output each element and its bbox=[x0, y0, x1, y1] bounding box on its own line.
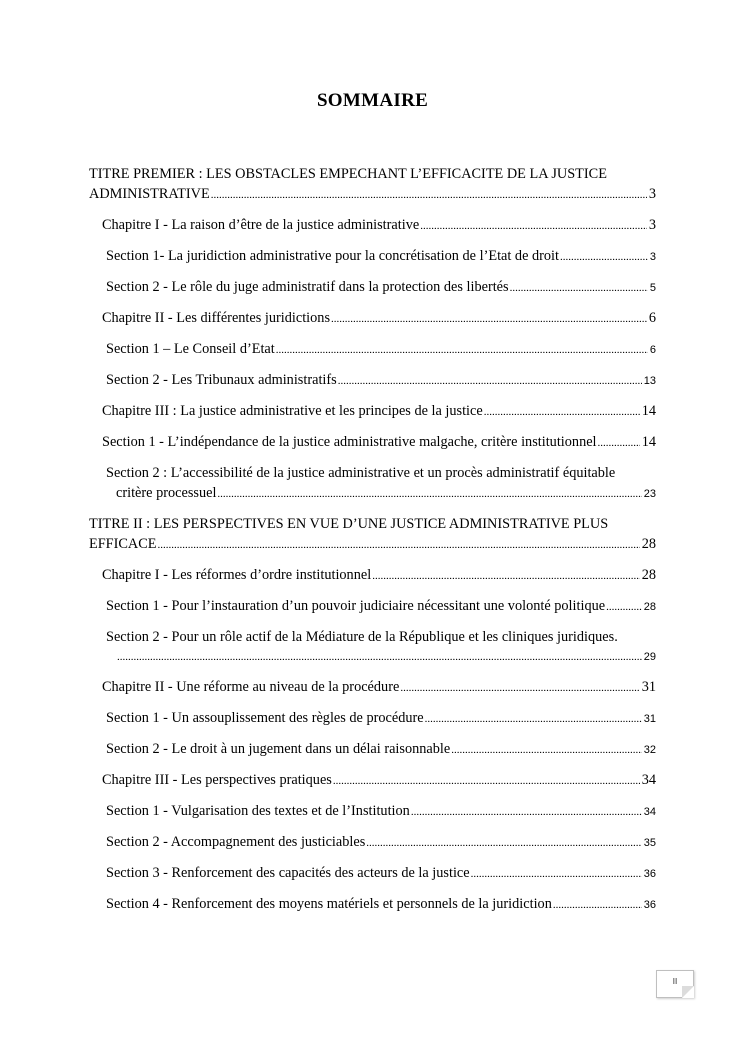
toc-entry-section[interactable] bbox=[89, 894, 656, 915]
toc-entry-text: Section 1 - L’indépendance de la justice administrative malgache, critère institutionnel bbox=[102, 434, 597, 450]
toc-entry-text: Chapitre I - Les réformes d’ordre institutionnel bbox=[102, 567, 372, 583]
toc-entry-text: Section 4 - Renforcement des moyens matériels et personnels de la juridiction bbox=[106, 896, 552, 912]
toc-entry-line1: Section 2 : L’accessibilité de la justice administrative et un procès administratif équitable bbox=[106, 465, 616, 481]
toc-entry-text: Chapitre II - Les différentes juridictions bbox=[102, 310, 331, 326]
toc-entry-section[interactable] bbox=[89, 277, 656, 298]
toc-entry-section[interactable] bbox=[89, 832, 656, 853]
toc-entry-text: critère processuel bbox=[116, 485, 217, 501]
toc-entry-section[interactable] bbox=[89, 246, 656, 267]
toc-entry-section[interactable] bbox=[89, 739, 656, 760]
toc-entry-page: 31 bbox=[643, 713, 656, 725]
toc-entry-text: Section 2 - Le rôle du juge administratif dans la protection des libertés bbox=[106, 279, 509, 295]
toc-entry-page: 36 bbox=[643, 899, 656, 911]
toc-entry-section[interactable] bbox=[89, 370, 656, 391]
toc-entry-page: 31 bbox=[641, 679, 656, 695]
toc-entry-chapitre[interactable] bbox=[89, 308, 656, 329]
toc-entry-text: Section 3 - Renforcement des capacités des acteurs de la justice bbox=[106, 865, 470, 881]
toc-entry-chapitre[interactable] bbox=[89, 215, 656, 236]
toc-entry-page: 23 bbox=[643, 488, 656, 500]
toc-entry-section[interactable] bbox=[89, 596, 656, 617]
toc-entry-page: 6 bbox=[648, 310, 656, 326]
toc-entry-text: Chapitre II - Une réforme au niveau de la procédure bbox=[102, 679, 400, 695]
toc-entry-page: 3 bbox=[648, 217, 656, 233]
toc-entry-chapitre[interactable] bbox=[89, 401, 656, 422]
toc-entry-page: 29 bbox=[643, 651, 656, 663]
toc-entry-chapitre[interactable] bbox=[89, 770, 656, 791]
toc-entry-text: Section 2 - Accompagnement des justiciables bbox=[106, 834, 366, 850]
toc-entry-text: Section 1 - Pour l’instauration d’un pouvoir judiciaire nécessitant une volonté politique bbox=[106, 598, 606, 614]
toc-entry-page: 35 bbox=[643, 837, 656, 849]
toc-entry-text: Section 1 - Vulgarisation des textes et de l’Institution bbox=[106, 803, 410, 819]
toc-entry-section[interactable] bbox=[89, 463, 656, 504]
toc-entry-text: Chapitre III : La justice administrative et les principes de la justice bbox=[102, 403, 483, 419]
toc-entry-page: 28 bbox=[641, 567, 656, 583]
toc-entry-page: 3 bbox=[648, 186, 656, 202]
toc-entry-text: Section 1 - Un assouplissement des règles de procédure bbox=[106, 710, 424, 726]
toc-entry-text: Chapitre I - La raison d’être de la justice administrative bbox=[102, 217, 420, 233]
toc-entry-line1: Section 2 - Pour un rôle actif de la Médiature de la République et les cliniques juridiques. bbox=[106, 629, 618, 645]
toc-entry-page: 5 bbox=[649, 282, 656, 294]
page-title: SOMMAIRE bbox=[316, 90, 429, 111]
toc-entry-page: 32 bbox=[643, 744, 656, 756]
toc-entry-page: 28 bbox=[641, 536, 656, 552]
page-number-badge: II bbox=[656, 970, 694, 998]
toc-entry-page: 34 bbox=[641, 772, 656, 788]
toc-entry-section[interactable] bbox=[89, 863, 656, 884]
toc-entry-text: EFFICACE bbox=[89, 536, 157, 552]
toc-entry-titre-2[interactable] bbox=[89, 514, 656, 555]
toc-entry-section[interactable] bbox=[89, 339, 656, 360]
toc-entry-page: 34 bbox=[643, 806, 656, 818]
toc-entry-page: 3 bbox=[649, 251, 656, 263]
toc-entry-page: 28 bbox=[643, 601, 656, 613]
toc-entry-chapitre[interactable] bbox=[89, 565, 656, 586]
toc-entry-line1: TITRE II : LES PERSPECTIVES EN VUE D’UNE JUSTICE ADMINISTRATIVE PLUS bbox=[89, 516, 609, 532]
toc-entry-page: 6 bbox=[649, 344, 656, 356]
toc-entry-text: Section 2 - Les Tribunaux administratifs bbox=[106, 372, 337, 388]
toc-entry-text: Chapitre III - Les perspectives pratiques bbox=[102, 772, 332, 788]
toc-entry-page: 36 bbox=[643, 868, 656, 880]
toc-entry-section[interactable] bbox=[89, 627, 656, 667]
toc-entry-text: ADMINISTRATIVE bbox=[89, 186, 210, 202]
toc-entry-page: 14 bbox=[641, 434, 656, 450]
toc-entry-page: 14 bbox=[641, 403, 656, 419]
toc-entry-section[interactable] bbox=[89, 801, 656, 822]
toc-entry-titre-1[interactable] bbox=[89, 164, 656, 205]
toc-entry-text: Section 1 – Le Conseil d’Etat bbox=[106, 341, 275, 357]
toc-entry-page: 13 bbox=[643, 375, 656, 387]
table-of-contents bbox=[89, 164, 656, 915]
toc-entry-line1: TITRE PREMIER : LES OBSTACLES EMPECHANT L’EFFICACITE DE LA JUSTICE bbox=[89, 166, 607, 182]
toc-entry-section[interactable] bbox=[89, 432, 656, 453]
toc-entry-text: Section 2 - Le droit à un jugement dans un délai raisonnable bbox=[106, 741, 451, 757]
toc-entry-text: Section 1- La juridiction administrative pour la concrétisation de l’Etat de droit bbox=[106, 248, 559, 264]
toc-entry-section[interactable] bbox=[89, 708, 656, 729]
toc-entry-chapitre[interactable] bbox=[89, 677, 656, 698]
